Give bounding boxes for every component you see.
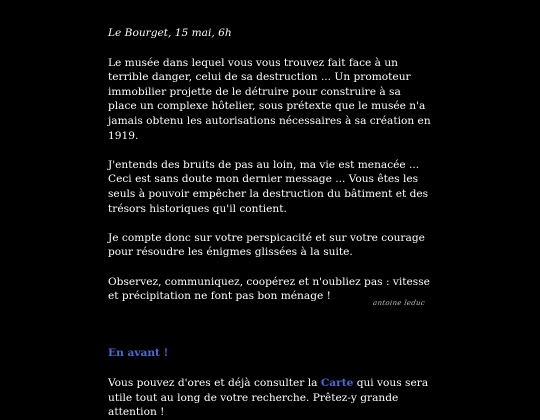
letter-dateline: Le Bourget, 15 mai, 6h xyxy=(108,27,232,39)
next-heading: En avant ! xyxy=(108,347,169,359)
next-text-before: Vous pouvez d'ores et déjà consulter la xyxy=(108,377,321,389)
map-link[interactable]: Carte xyxy=(320,377,354,389)
letter-paragraph: Je compte donc sur votre perspicacité et sur votre courage pour résoudre les énigmes glissées à la suite. xyxy=(108,231,425,259)
next-instructions xyxy=(108,376,436,420)
next-text-after: qui vous sera utile tout au long de votre recherche. Prêtez-y grande attention ! xyxy=(108,377,429,419)
letter xyxy=(108,26,432,318)
letter-paragraph: Observez, communiquez, coopérez et n'oubliez pas : vitesse et précipitation ne font pas bon ménage ! xyxy=(108,275,430,303)
letter-paragraph: Le musée dans lequel vous vous trouvez fait face à un terrible danger, celui de sa destruction ... Un promoteur immobilier projette de le détruire pour construire à sa place un complexe hôtelier, sous prétexte que le musée n'a jamais obtenu les autorisations nécessaires à sa création en 1919. xyxy=(108,56,431,142)
letter-paragraph: J'entends des bruits de pas au loin, ma vie est menacée ... Ceci est sans doute mon dernier message ... Vous êtes les seuls à pouvoir empêcher la destruction du bâtiment et des trésors historiques qu'il contient. xyxy=(108,158,429,215)
letter-signature: antoine leduc xyxy=(372,299,426,307)
